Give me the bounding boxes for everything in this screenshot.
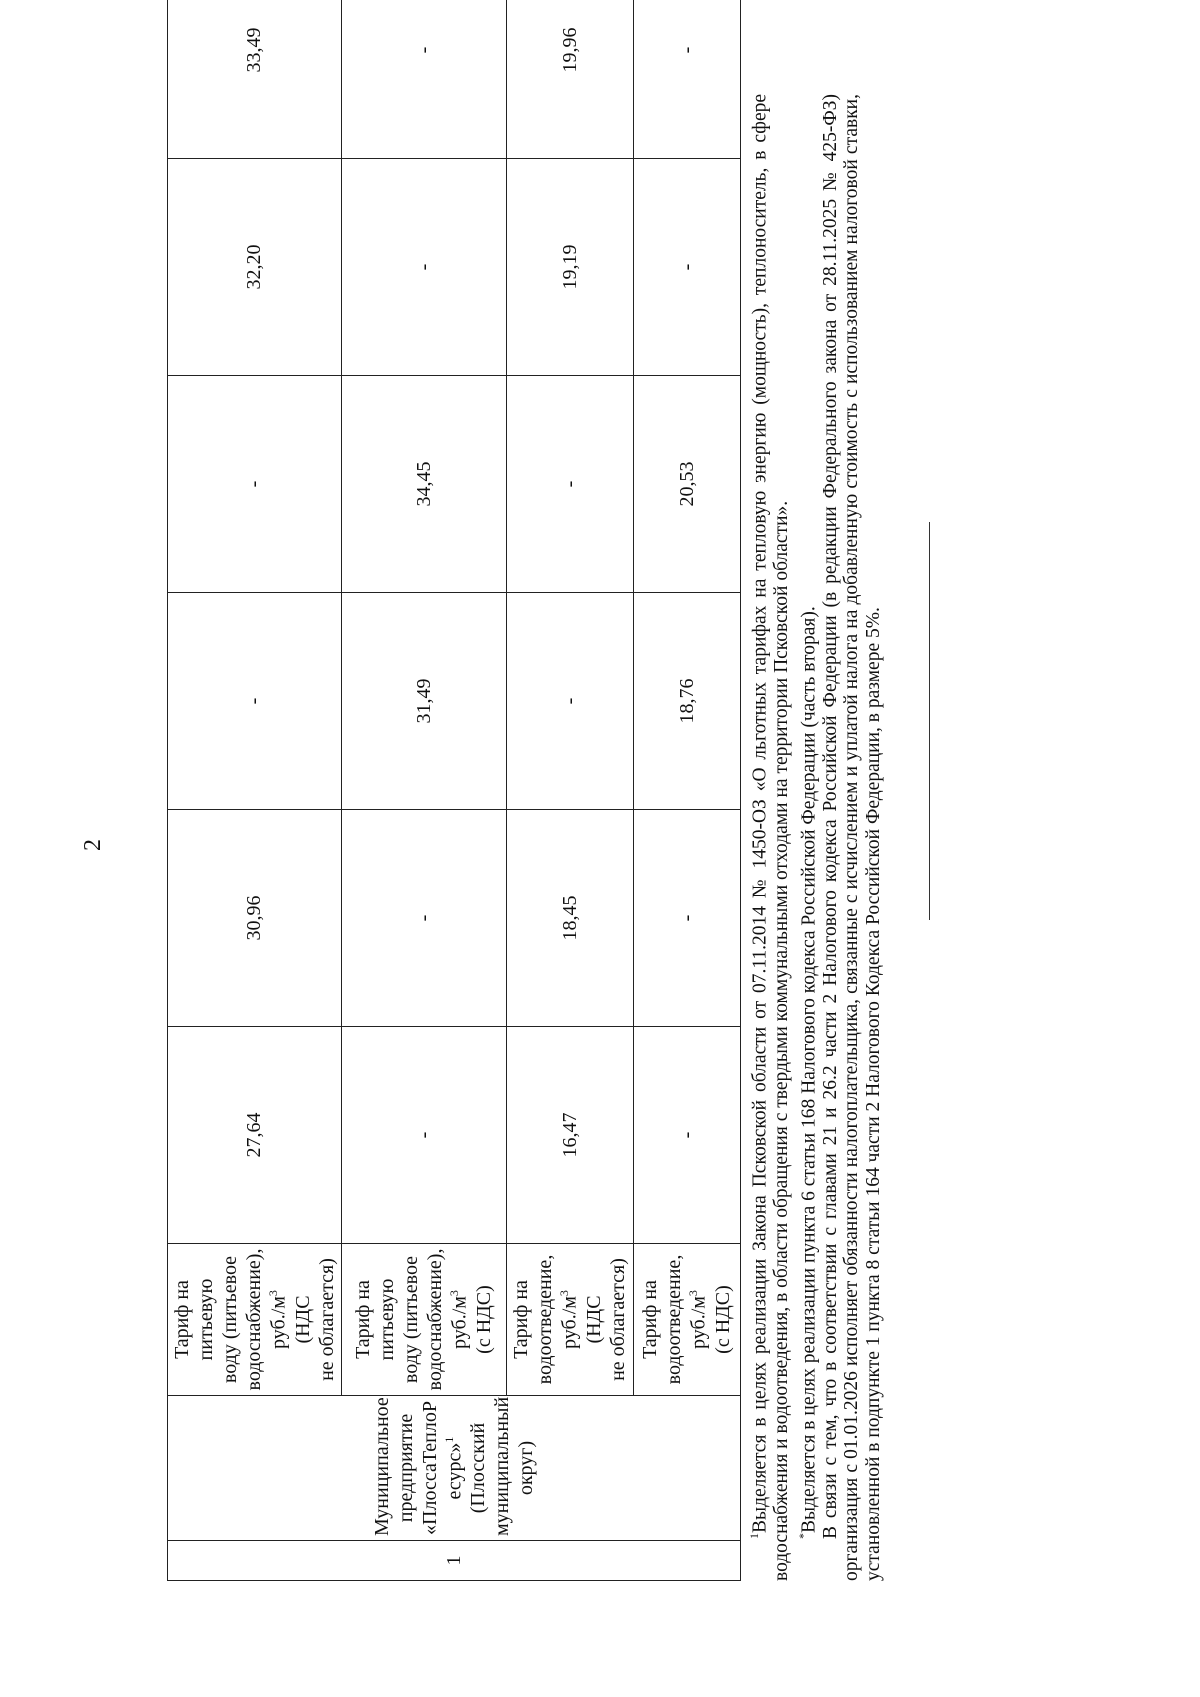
tariff-value: 27,64 [168, 1027, 342, 1244]
tariff-label-cell: Тариф на водоотведение, $руб./м^3$ (НДС не облагается) [506, 1244, 633, 1396]
row-number-cell: 1 [168, 1541, 741, 1581]
tariff-value: - [168, 593, 342, 810]
table-row [506, 0, 633, 1581]
tariff-label-cell: Тариф на питьевую воду (питьевое водоснабжение), $руб./м^3$ (с НДС) [341, 1244, 506, 1396]
tariff-value: 19,96 [506, 0, 633, 159]
tariff-value: - [633, 0, 740, 159]
table-row [168, 0, 342, 1581]
footnote-mark: 1 [747, 1533, 761, 1539]
tariff-table [167, 0, 741, 1581]
footnote-mark: * [795, 1533, 810, 1539]
table-row [341, 0, 506, 1581]
organization-cell [168, 1396, 741, 1541]
tariff-value: - [633, 810, 740, 1027]
tariff-value: 18,45 [506, 810, 633, 1027]
tariff-value: - [341, 810, 506, 1027]
table-row [633, 0, 740, 1581]
tariff-value: - [341, 1027, 506, 1244]
tariff-value: - [341, 159, 506, 376]
tariff-value: 32,20 [168, 159, 342, 376]
tariff-value: 19,19 [506, 159, 633, 376]
tariff-value: 20,53 [633, 376, 740, 593]
tariff-value: - [341, 0, 506, 159]
tariff-value: - [506, 376, 633, 593]
tariff-value: 16,47 [506, 1027, 633, 1244]
tariff-value: - [506, 593, 633, 810]
tariff-value: 30,96 [168, 810, 342, 1027]
organization-name: Муниципальное предприятие «ПлоссаТеплоР есурс» [370, 1397, 466, 1536]
footnote-mark: 1 [441, 1436, 456, 1443]
organization-district: (Плосский муниципальный округ) [467, 1396, 538, 1536]
tariff-label-cell: Тариф на питьевую воду (питьевое водоснабжение), $руб./м^3$ (НДС не облагается) [168, 1244, 342, 1396]
closing-rule [929, 522, 930, 920]
tariff-value: 18,76 [633, 593, 740, 810]
footnote-2: *Выделяется в целях реализации пункта 6 статьи 168 Налогового кодекса Российской Федерации (часть вторая). [795, 606, 819, 1539]
tariff-value: 31,49 [341, 593, 506, 810]
tariff-value: 33,49 [168, 0, 342, 159]
tariff-value: - [633, 1027, 740, 1244]
tariff-label-cell: Тариф на водоотведение, $руб./м^3$ (с НДС) [633, 1244, 740, 1396]
footnote-3: В связи с тем, что в соответствии с главами 21 и 26.2 части 2 Налогового кодекса Российской Федерации (в редакции Федерального закона от 28.11.2025 № 425-ФЗ) организация с 01.01.2026 исполняет обязанности налогоплательщика, связанные с исчислением и уплатой налога на добавленную стоимость с использованием налоговой ставки, установленной в подпункте 1 пункта 8 статьи 164 части 2 Налогового Кодекса Российской Федерации, в размере 5%. [819, 94, 884, 1581]
page-number: 2 [80, 839, 106, 851]
tariff-value: - [168, 376, 342, 593]
tariff-value: - [633, 159, 740, 376]
tariff-value: 34,45 [341, 376, 506, 593]
footnotes [744, 94, 884, 1581]
footnote-1: $^1$Выделяется в целях реализации Закона Псковской области от 07.11.2014 № 1450-ОЗ «О льготных тарифах на тепловую энергию (мощность), теплоноситель, в сфере водоснабжения и водоотведения, в области обращения с твердыми коммунальными отходами на территории Псковской области». [747, 94, 792, 1581]
